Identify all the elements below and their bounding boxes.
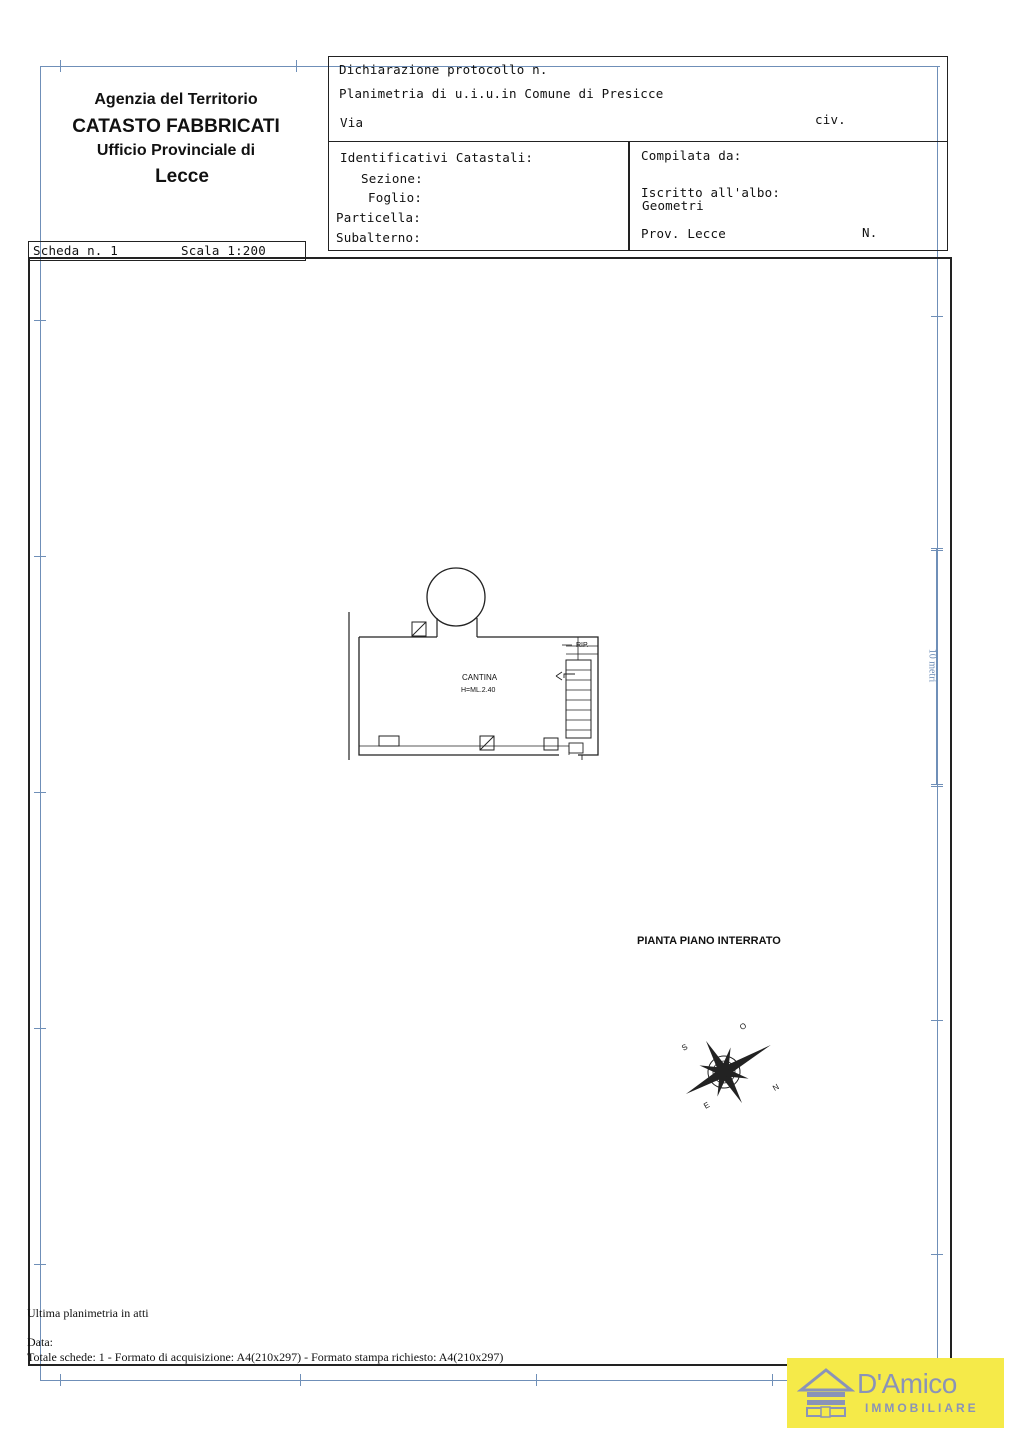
compass-n: N xyxy=(771,1082,781,1093)
room-name: CANTINA xyxy=(462,673,498,682)
scale-bar-label: 10 metri xyxy=(926,648,938,683)
scheda-label: Scheda n. 1 xyxy=(33,243,118,258)
planimetria-text: Planimetria di u.i.u.in Comune di Presicce xyxy=(339,86,664,101)
totale-text: Totale schede: 1 - Formato di acquisizione: A4(210x297) - Formato stampa richiesto: A4(210x297) xyxy=(27,1350,504,1364)
sezione-label: Sezione: xyxy=(361,171,423,186)
tick-bottom-1 xyxy=(60,1374,61,1386)
prov-label: Prov. Lecce xyxy=(641,226,726,241)
via-text: Via xyxy=(340,115,364,130)
subalterno-label: Subalterno: xyxy=(336,230,421,245)
data-text: Data: xyxy=(27,1335,53,1349)
ultima-text: Ultima planimetria in atti xyxy=(27,1306,149,1320)
protocol-text: Dichiarazione protocollo n. xyxy=(339,62,548,77)
compass-o: O xyxy=(738,1021,749,1032)
scale-bar-tick-top xyxy=(931,548,943,549)
compilata-title: Compilata da: xyxy=(641,148,742,163)
house-logo-icon xyxy=(797,1366,855,1420)
albo-value: Geometri xyxy=(642,198,704,213)
n-label: N. xyxy=(862,225,878,240)
agency-line4: Lecce xyxy=(155,166,209,187)
compass-s: S xyxy=(680,1042,690,1053)
scale-bar-tick-bottom xyxy=(931,784,943,785)
compass-rose-icon xyxy=(672,1020,792,1120)
room-height: H=ML.2.40 xyxy=(461,687,496,694)
rip-label: RIP. xyxy=(576,642,589,649)
civ-text: civ. xyxy=(815,112,846,127)
scala-label: Scala 1:200 xyxy=(181,243,266,258)
identificativi-title: Identificativi Catastali: xyxy=(340,150,534,165)
iscritto-label: Iscritto all'albo: xyxy=(641,185,781,200)
agency-line2: CATASTO FABBRICATI xyxy=(72,116,280,137)
logo-sub: IMMOBILIARE xyxy=(865,1401,979,1415)
logo-name: D'Amico xyxy=(857,1368,957,1399)
agency-line3: Ufficio Provinciale di xyxy=(96,142,256,159)
round-tower-shape xyxy=(427,568,485,626)
tick-bottom-4 xyxy=(772,1374,773,1386)
floor-title: PIANTA PIANO INTERRATO xyxy=(637,935,781,947)
floor-plan xyxy=(340,560,610,770)
stair-block xyxy=(566,660,591,738)
tick-top-1 xyxy=(60,60,61,72)
tick-bottom-3 xyxy=(536,1374,537,1386)
tick-bottom-2 xyxy=(300,1374,301,1386)
window-bottom-right xyxy=(544,738,558,750)
window-bottom-mid-diagonal xyxy=(480,736,494,750)
window-top-diagonal xyxy=(412,622,426,636)
room-outline xyxy=(359,637,598,755)
particella-label: Particella: xyxy=(336,210,421,225)
drawing-area-border xyxy=(28,257,952,1366)
tick-top-2 xyxy=(296,60,297,72)
agency-line1: Agenzia del Territorio xyxy=(94,91,258,108)
compass-e: E xyxy=(702,1100,712,1111)
window-bottom-left xyxy=(379,736,399,746)
foglio-label: Foglio: xyxy=(368,190,423,205)
inner-wall xyxy=(359,746,569,755)
damico-logo xyxy=(787,1358,1004,1428)
